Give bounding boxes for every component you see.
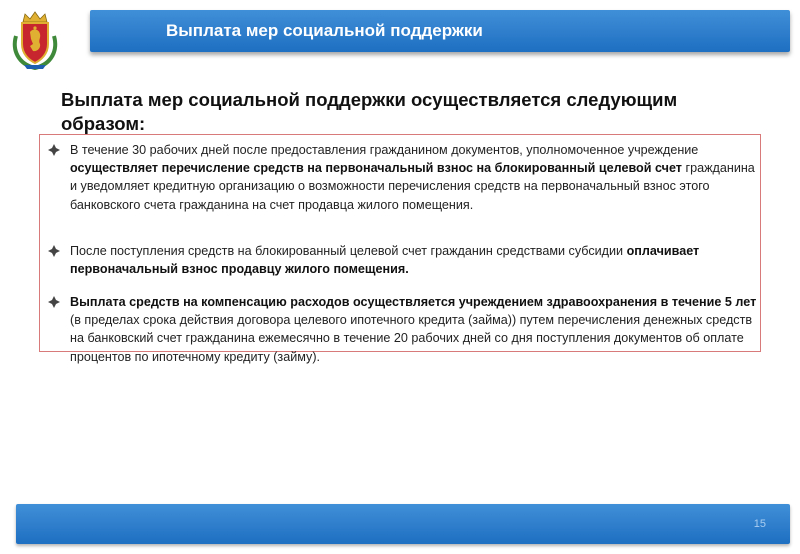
list-item	[70, 293, 760, 366]
heading-line-2: образом:	[61, 113, 146, 134]
page-number: 15	[753, 518, 766, 530]
heading-line-1: Выплата мер социальной поддержки осуществляется следующим	[61, 89, 678, 110]
slide-title: Выплата мер социальной поддержки	[166, 21, 483, 40]
content-box	[39, 134, 761, 364]
coat-of-arms-icon	[10, 8, 60, 72]
section-heading	[61, 88, 761, 136]
diamond-bullet-icon	[48, 296, 60, 308]
item-3-text-1: (в пределах срока действия договора целевого ипотечного кредита (займа)) путем перечисления денежных средств на банковский счет гражданина ежемесячно в течение 20 рабочих дней со дня поступления документов об оплате процентов по ипотечному кредиту (займу).	[70, 313, 753, 364]
diamond-bullet-icon	[48, 245, 60, 257]
footer-bar	[16, 504, 790, 544]
list-item	[70, 242, 760, 278]
item-3-bold: Выплата средств на компенсацию расходов осуществляется учреждением здравоохранения в течение 5 лет	[70, 295, 757, 309]
item-1-text-1: В течение 30 рабочих дней после предоставления гражданином документов, уполномоченное учреждение	[70, 143, 699, 157]
item-1-bold: осуществляет перечисление средств на первоначальный взнос на блокированный целевой счет	[70, 161, 682, 176]
item-1-text-2: гражданина и уведомляет кредитную организацию о возможности перечисления средств на первоначальный взнос этого банковского счета гражданина на счет продавца жилого помещения.	[70, 161, 755, 212]
title-bar	[90, 10, 790, 52]
diamond-bullet-icon	[48, 144, 60, 156]
list-item	[70, 141, 760, 214]
item-2-text-1: После поступления средств на блокированный целевой счет гражданин средствами субсидии	[70, 244, 627, 258]
item-2-bold: оплачивает первоначальный взнос продавцу жилого помещения.	[70, 244, 700, 277]
